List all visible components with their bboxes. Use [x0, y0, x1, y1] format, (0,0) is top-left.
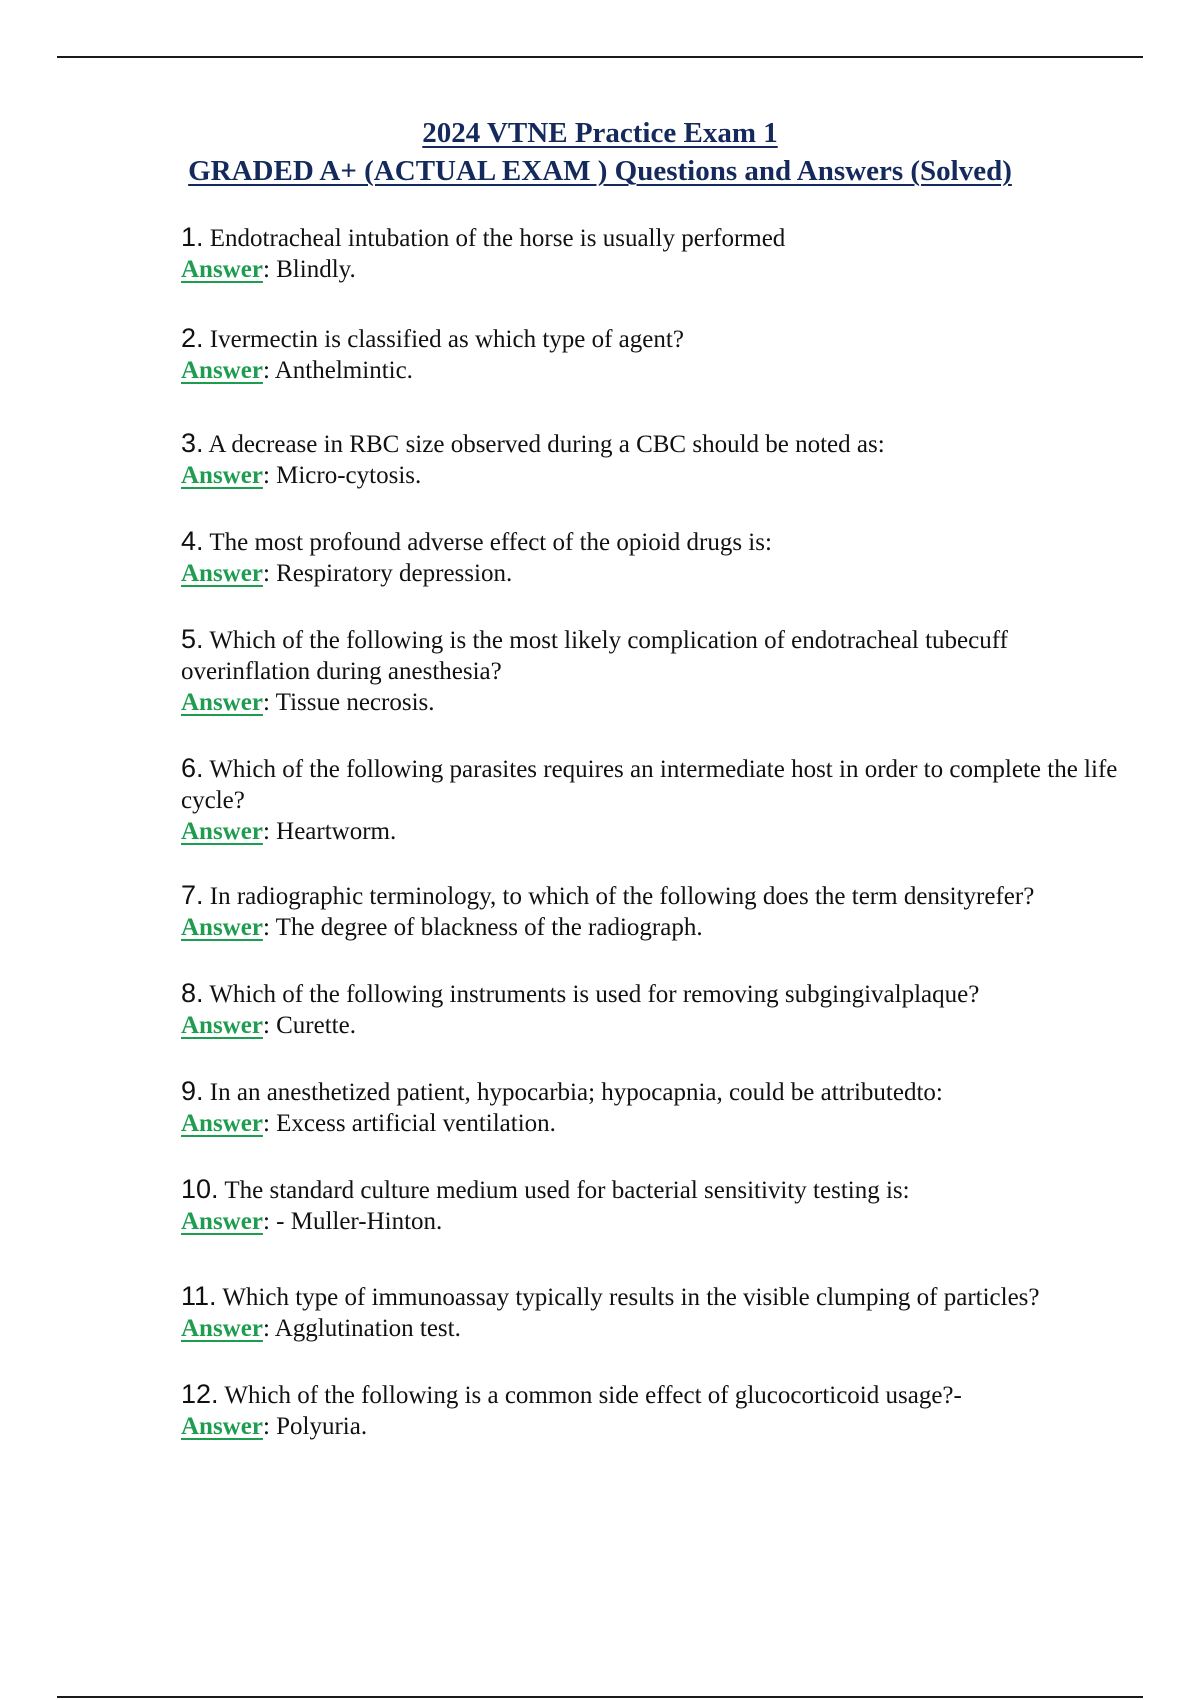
question-number: 6.: [181, 753, 204, 783]
qa-item: [181, 222, 1141, 285]
answer-line: [181, 1010, 1141, 1041]
answer-label: Answer: [181, 462, 263, 489]
answer-label: Answer: [181, 818, 263, 845]
answer-text: : Agglutination test.: [262, 1315, 461, 1342]
question-number: 2.: [181, 323, 204, 353]
answer-line: [181, 1206, 1141, 1237]
answer-line: [181, 1411, 1141, 1442]
answer-text: : Blindly.: [262, 256, 356, 283]
qa-item: [181, 1379, 1141, 1442]
question-text: 7. In radiographic terminology, to which of the following does the term densityrefer?: [181, 880, 1035, 910]
title-line-1: 2024 VTNE Practice Exam 1: [422, 117, 778, 149]
top-rule: [57, 56, 1143, 58]
answer-text: : - Muller-Hinton.: [262, 1208, 443, 1235]
question-number: 1.: [181, 222, 204, 252]
answer-label: Answer: [181, 256, 263, 283]
answer-text: : The degree of blackness of the radiograph.: [262, 914, 703, 941]
qa-item: [181, 428, 1141, 491]
answer-text: : Tissue necrosis.: [262, 689, 435, 716]
answer-text: : Heartworm.: [262, 818, 397, 845]
question-text: 8. Which of the following instruments is used for removing subgingivalplaque?: [181, 978, 980, 1008]
answer-text: : Anthelmintic.: [262, 357, 413, 384]
question-text: 12. Which of the following is a common side effect of glucocorticoid usage?-: [181, 1379, 962, 1409]
question-text: 1. Endotracheal intubation of the horse is usually performed: [181, 222, 786, 252]
answer-label: Answer: [181, 1413, 263, 1440]
qa-item: [181, 1076, 1141, 1139]
question-text: 4. The most profound adverse effect of the opioid drugs is:: [181, 526, 772, 556]
question-number: 9.: [181, 1076, 204, 1106]
answer-label: Answer: [181, 1110, 263, 1137]
qa-item: [181, 1174, 1141, 1237]
answer-label: Answer: [181, 1012, 263, 1039]
question-number: 8.: [181, 978, 204, 1008]
qa-item: [181, 753, 1141, 847]
qa-item: [181, 1281, 1141, 1344]
question-text: 11. Which type of immunoassay typically results in the visible clumping of particles?: [181, 1281, 1040, 1311]
question-number: 7.: [181, 880, 204, 910]
answer-text: : Polyuria.: [262, 1413, 368, 1440]
question-number: 12.: [181, 1379, 219, 1409]
qa-item: [181, 323, 1141, 386]
answer-line: [181, 355, 1141, 386]
answer-label: Answer: [181, 1315, 263, 1342]
bottom-rule: [57, 1696, 1143, 1698]
question-text: 10. The standard culture medium used for bacterial sensitivity testing is:: [181, 1174, 910, 1204]
answer-line: [181, 254, 1141, 285]
answer-line: [181, 912, 1141, 943]
answer-label: Answer: [181, 1208, 263, 1235]
answer-line: [181, 558, 1141, 589]
answer-line: [181, 1108, 1141, 1139]
question-number: 11.: [181, 1281, 217, 1311]
question-number: 4.: [181, 526, 204, 556]
answer-label: Answer: [181, 914, 263, 941]
answer-label: Answer: [181, 560, 263, 587]
answer-line: [181, 687, 1141, 718]
qa-item: [181, 526, 1141, 589]
answer-text: : Respiratory depression.: [262, 560, 513, 587]
question-text: 9. In an anesthetized patient, hypocarbia; hypocapnia, could be attributedto:: [181, 1076, 943, 1106]
question-number: 5.: [181, 624, 204, 654]
question-number: 3.: [181, 428, 204, 458]
question-number: 10.: [181, 1174, 219, 1204]
answer-line: [181, 1313, 1141, 1344]
answer-label: Answer: [181, 689, 263, 716]
qa-item: [181, 624, 1141, 718]
qa-item: [181, 978, 1141, 1041]
answer-text: : Curette.: [262, 1012, 356, 1039]
answer-line: [181, 816, 1141, 847]
qa-list: [181, 222, 1141, 1442]
question-text: 2. Ivermectin is classified as which type of agent?: [181, 323, 684, 353]
qa-item: [181, 880, 1141, 943]
answer-line: [181, 460, 1141, 491]
title-line-2: GRADED A+ (ACTUAL EXAM ) Questions and Answers (Solved): [188, 155, 1012, 187]
answer-text: : Excess artificial ventilation.: [262, 1110, 556, 1137]
answer-text: : Micro-cytosis.: [262, 462, 422, 489]
question-text: 5. Which of the following is the most likely complication of endotracheal tubecuff overinflation during anesthesia?: [181, 624, 1008, 685]
question-text: 6. Which of the following parasites requires an intermediate host in order to complete the life cycle?: [181, 753, 1118, 814]
answer-label: Answer: [181, 357, 263, 384]
question-text: 3. A decrease in RBC size observed during a CBC should be noted as:: [181, 428, 885, 458]
document-header: [0, 114, 1200, 190]
